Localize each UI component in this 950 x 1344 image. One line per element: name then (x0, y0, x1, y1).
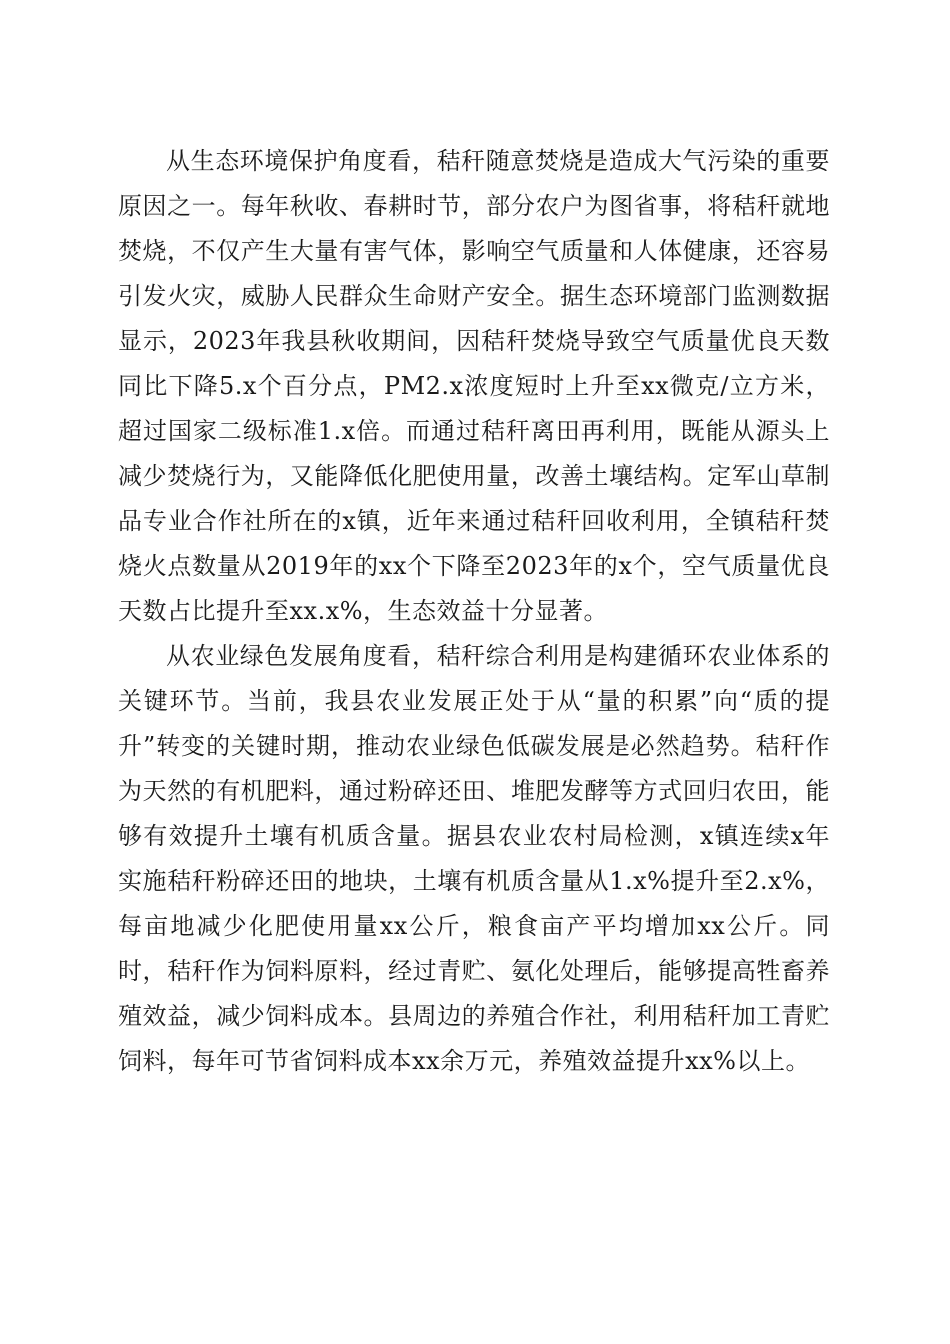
paragraph-ecological-protection: 从生态环境保护角度看，秸秆随意焚烧是造成大气污染的重要原因之一。每年秋收、春耕时节，部分农户为图省事，将秸秆就地焚烧，不仅产生大量有害气体，影响空气质量和人体健康，还容易引发火灾，威胁人民群众生命财产安全。据生态环境部门监测数据显示，2023年我县秋收期间，因秸秆焚烧导致空气质量优良天数同比下降5.x个百分点，PM2.x浓度短时上升至xx微克/立方米，超过国家二级标准1.x倍。而通过秸秆离田再利用，既能从源头上减少焚烧行为，又能降低化肥使用量，改善土壤结构。定军山草制品专业合作社所在的x镇，近年来通过秸秆回收利用，全镇秸秆焚烧火点数量从2019年的xx个下降至2023年的x个，空气质量优良天数占比提升至xx.x%，生态效益十分显著。 (118, 147, 830, 625)
document-body (118, 139, 830, 1084)
paragraph-green-agriculture: 从农业绿色发展角度看，秸秆综合利用是构建循环农业体系的关键环节。当前，我县农业发展正处于从“量的积累”向“质的提升”转变的关键时期，推动农业绿色低碳发展是必然趋势。秸秆作为天然的有机肥料，通过粉碎还田、堆肥发酵等方式回归农田，能够有效提升土壤有机质含量。据县农业农村局检测，x镇连续x年实施秸秆粉碎还田的地块，土壤有机质含量从1.x%提升至2.x%，每亩地减少化肥使用量xx公斤，粮食亩产平均增加xx公斤。同时，秸秆作为饲料原料，经过青贮、氨化处理后，能够提高牲畜养殖效益，减少饲料成本。县周边的养殖合作社，利用秸秆加工青贮饲料，每年可节省饲料成本xx余万元，养殖效益提升xx%以上。 (118, 642, 830, 1075)
